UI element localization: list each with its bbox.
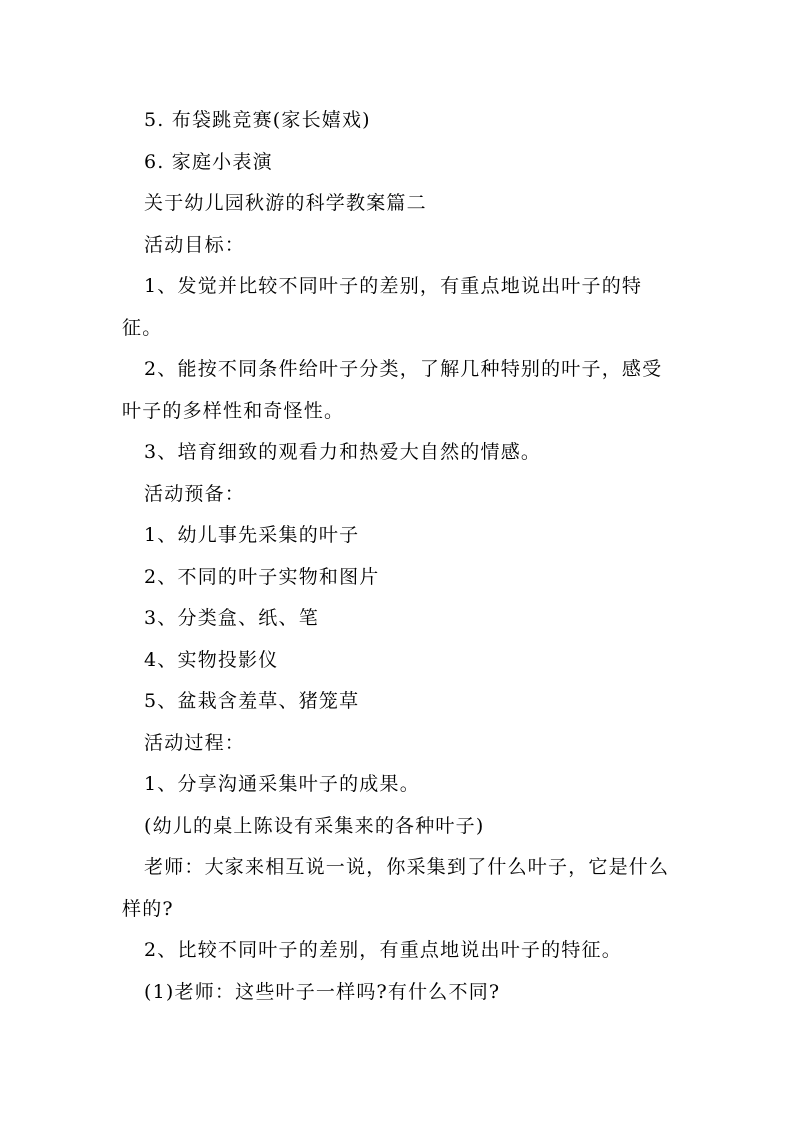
prep-item-2: 2、不同的叶子实物和图片 [144,565,380,588]
list-item-activity-6: 6. 家庭小表演 [144,150,273,173]
prep-item-3: 3、分类盒、纸、笔 [144,607,319,629]
teacher-prompt-2: (1)老师：这些叶子一样吗?有什么不同? [144,980,501,1003]
prep-item-4: 4、实物投影仪 [144,648,279,671]
heading-preparation: 活动预备： [144,482,246,505]
goal-item-3: 3、培育细致的观看力和热爱大自然的情感。 [144,441,542,463]
prep-item-5: 5、盆栽含羞草、猪笼草 [144,690,360,712]
section-title: 关于幼儿园秋游的科学教案篇二 [144,192,427,214]
process-item-1: 1、分享沟通采集叶子的成果。 [144,773,420,795]
document-body [122,100,674,1013]
heading-process: 活动过程： [144,731,246,754]
list-item-activity-5: 5. 布袋跳竞赛(家长嬉戏) [144,109,371,131]
process-note: (幼儿的桌上陈设有采集来的各种叶子) [144,814,485,837]
teacher-prompt-1: 老师：大家来相互说一说，你采集到了什么叶子，它是什么样的? [122,856,670,920]
heading-goals: 活动目标： [144,233,246,256]
goal-item-1: 1、发觉并比较不同叶子的差别，有重点地说出叶子的特征。 [122,275,643,339]
goal-item-2: 2、能按不同条件给叶子分类，了解几种特别的叶子，感受叶子的多样性和奇怪性。 [122,358,663,422]
prep-item-1: 1、幼儿事先采集的叶子 [144,524,360,546]
process-item-2: 2、比较不同叶子的差别，有重点地说出叶子的特征。 [144,939,622,961]
